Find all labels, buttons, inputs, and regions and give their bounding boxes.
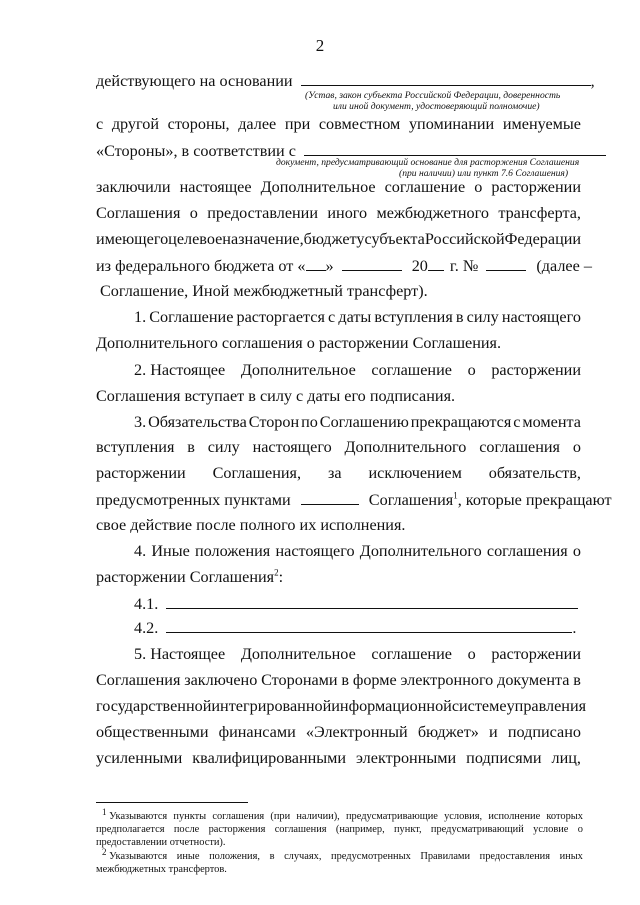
- word: упоминании: [408, 115, 495, 133]
- word: даты: [338, 308, 372, 326]
- word: о: [572, 438, 581, 456]
- p3-line-4: [96, 489, 612, 510]
- word: Федерации: [504, 230, 582, 248]
- word: о: [474, 178, 483, 196]
- word: соглашения: [486, 542, 568, 560]
- word: расторгается: [236, 308, 325, 326]
- word: расторжении: [491, 178, 581, 196]
- word: стороны,: [167, 115, 230, 133]
- caption-grounds-2: (при наличии) или пункт 7.6 Соглашения): [399, 168, 569, 179]
- grounds-blank: [304, 140, 606, 156]
- word: предполагается: [96, 824, 165, 835]
- word: настоящего: [252, 438, 332, 456]
- footnote-2-first: [96, 846, 168, 863]
- word: соглашение: [371, 361, 452, 379]
- word: 2. Настоящее: [134, 361, 226, 379]
- date-label: из федерального бюджета от «: [96, 257, 306, 275]
- word: Российской: [424, 230, 505, 248]
- word: общественными: [96, 723, 209, 741]
- quote-close: »: [325, 257, 334, 275]
- p3-line-3: [96, 463, 581, 483]
- line-agreement: [96, 203, 581, 223]
- word: настоящего: [275, 542, 355, 560]
- word: именуемые: [502, 115, 581, 133]
- word: расторжении: [491, 645, 581, 663]
- footnote-ref-1: 1: [453, 490, 458, 501]
- word: Дополнительное: [240, 645, 356, 663]
- word: исполнение: [488, 811, 541, 822]
- word: электронными: [356, 749, 457, 767]
- p4-line-1: [134, 541, 581, 561]
- word: электронного: [400, 671, 494, 689]
- word: совместном: [318, 115, 401, 133]
- caption-grounds-1: документ, предусматривающий основание для расторжения Соглашения: [276, 157, 580, 168]
- item-4-2-blank: [166, 617, 572, 633]
- word: исключением: [368, 464, 462, 482]
- word: Соглашение: [149, 308, 234, 326]
- p2-line-1: [134, 360, 581, 380]
- word: условия,: [444, 811, 483, 822]
- word: интегрированной: [211, 697, 332, 715]
- word: государственной: [96, 697, 212, 715]
- word: расторжении: [491, 361, 581, 379]
- clause-tail: , которые прекращают: [457, 491, 612, 509]
- word: после: [173, 824, 200, 835]
- word: бюджет»: [417, 723, 479, 741]
- word: управления: [506, 697, 587, 715]
- word: вступления: [374, 308, 453, 326]
- word: иного: [327, 204, 368, 222]
- item-4-2: [134, 617, 581, 638]
- year-prefix: 20: [411, 257, 428, 275]
- word: Соглашению: [319, 413, 409, 431]
- word: прекращаются: [410, 413, 512, 431]
- word: в: [455, 308, 464, 326]
- basis-blank: [301, 70, 591, 86]
- word: 5. Настоящее: [134, 645, 226, 663]
- word: соглашения: [212, 811, 265, 822]
- word: межбюджетного: [376, 204, 489, 222]
- line-purpose: [96, 229, 581, 249]
- p5-line-4: [96, 722, 581, 742]
- footnote-1-mark: 1: [102, 806, 107, 817]
- hereinafter: (далее –: [536, 257, 592, 275]
- word: которых: [546, 811, 583, 822]
- word: условие: [533, 824, 569, 835]
- word: «Электронный: [305, 723, 408, 741]
- word: документа: [497, 671, 570, 689]
- word: пункты: [173, 811, 207, 822]
- word: трансферта,: [498, 204, 581, 222]
- word: иных: [559, 851, 583, 862]
- word: по: [301, 413, 318, 431]
- word: соглашение: [371, 645, 452, 663]
- word: соглашения: [479, 438, 560, 456]
- footnote-1-first: [96, 806, 168, 823]
- word: Соглашения: [96, 671, 181, 689]
- word: квалифицированными: [192, 749, 347, 767]
- word: силу: [207, 438, 240, 456]
- word: имеющего: [96, 230, 169, 248]
- word: подписано: [507, 723, 581, 741]
- word: настоящее: [179, 178, 252, 196]
- basis-comma: ,: [590, 72, 595, 90]
- grounds-label: «Стороны», в соответствии с: [96, 142, 296, 160]
- footnote-divider: [96, 802, 248, 803]
- word: соглашения: [274, 824, 327, 835]
- word: случаях,: [284, 851, 322, 862]
- caption-basis-1: (Устав, закон субъекта Российской Федерации, доверенность: [305, 90, 561, 101]
- word: при: [284, 115, 311, 133]
- number-blank: [486, 255, 526, 271]
- item-4-2-number: 4.2.: [134, 619, 159, 637]
- word: в: [269, 851, 275, 862]
- word: предоставлении: [207, 204, 319, 222]
- word: о: [577, 824, 583, 835]
- word: системе: [451, 697, 507, 715]
- clauses-label: предусмотренных пунктами: [96, 491, 291, 509]
- word: Сторонами: [261, 671, 338, 689]
- word: иные: [176, 851, 200, 862]
- item-4-1-blank: [166, 593, 578, 609]
- word: с: [96, 115, 104, 133]
- word: финансами: [218, 723, 296, 741]
- caption-basis-2: или иной документ, удостоверяющий полномочие): [333, 101, 540, 112]
- termination-label: расторжении Соглашения: [96, 568, 275, 586]
- page-number: 2: [315, 36, 325, 55]
- month-blank: [342, 255, 402, 271]
- word: расторжении: [96, 464, 186, 482]
- word: форме: [352, 671, 397, 689]
- footnote-2-mark: 2: [102, 846, 107, 857]
- p3-line-5: свое действие после полного их исполнения.: [96, 516, 406, 534]
- p1-line-2: Дополнительного соглашения о расторжении Соглашения.: [96, 334, 502, 352]
- word: Сторон: [248, 413, 300, 431]
- word: о: [572, 542, 581, 560]
- agreement-word: Соглашения: [368, 491, 454, 509]
- word: назначение,: [222, 230, 304, 248]
- footnote-1-line-3: предоставлении отчетности).: [96, 837, 226, 848]
- word: наличии),: [296, 811, 340, 822]
- p1-line-1: [134, 307, 581, 327]
- word: вступления: [96, 438, 175, 456]
- word: Дополнительное: [240, 361, 356, 379]
- word: предусматривающие: [345, 811, 438, 822]
- word: предусматривающий: [430, 824, 524, 835]
- p2-line-2: Соглашения вступает в силу с даты его подписания.: [96, 387, 456, 405]
- line-definition: Соглашение, Иной межбюджетный трансферт).: [100, 282, 428, 300]
- item-4-1: [134, 593, 581, 614]
- item-4-1-number: 4.1.: [134, 595, 159, 613]
- basis-label: действующего на основании: [96, 72, 293, 90]
- word: Правилами: [420, 851, 471, 862]
- word: (при: [270, 811, 291, 822]
- word: в: [341, 671, 350, 689]
- p3-line-2: [96, 437, 581, 457]
- colon: :: [278, 568, 284, 586]
- word: Соглашения: [96, 204, 181, 222]
- word: с: [513, 413, 521, 431]
- p5-line-5: [96, 748, 581, 768]
- word: Указываются: [109, 811, 168, 822]
- footnote-2-line-1: [96, 846, 583, 863]
- word: заключили: [96, 178, 171, 196]
- footnote-1-line-2: [96, 823, 583, 836]
- word: субъекта: [364, 230, 425, 248]
- line-concluded: [96, 177, 581, 197]
- p5-line-2: [96, 670, 581, 690]
- word: в: [187, 438, 195, 456]
- word: и: [489, 723, 498, 741]
- word: целевое: [168, 230, 223, 248]
- p3-line-1: [134, 412, 581, 432]
- word: заключено: [184, 671, 258, 689]
- word: предоставления: [479, 851, 550, 862]
- word: силу: [466, 308, 499, 326]
- word: положения,: [209, 851, 260, 862]
- word: положения: [195, 542, 271, 560]
- number-label: г. №: [449, 257, 479, 275]
- word: о: [189, 204, 198, 222]
- word: Соглашения,: [212, 464, 302, 482]
- word: далее: [238, 115, 277, 133]
- footnote-2-line-2: межбюджетных трансфертов.: [96, 864, 227, 875]
- word: усиленными: [96, 749, 183, 767]
- word: Обязательства: [148, 413, 247, 431]
- word: другой: [111, 115, 160, 133]
- word: подписями: [466, 749, 542, 767]
- word: Дополнительного: [359, 542, 482, 560]
- word: 3.: [134, 413, 147, 431]
- line-basis: [96, 70, 595, 91]
- word: информационной: [331, 697, 452, 715]
- word: момента: [522, 413, 581, 431]
- word: настоящего: [501, 308, 581, 326]
- word: 1.: [134, 308, 147, 326]
- word: за: [327, 464, 342, 482]
- word: (например,: [335, 824, 385, 835]
- word: в: [573, 671, 581, 689]
- word: бюджету: [303, 230, 365, 248]
- footnote-1-line-1: [96, 806, 583, 823]
- line-parties: [96, 114, 581, 134]
- word: предусмотренных: [331, 851, 411, 862]
- word: расторжения: [208, 824, 266, 835]
- word: соглашение: [384, 178, 466, 196]
- word: обязательств,: [488, 464, 581, 482]
- word: с: [328, 308, 336, 326]
- word: 4.: [134, 542, 147, 560]
- line-date: [96, 255, 592, 276]
- word: пункт,: [394, 824, 422, 835]
- word: Дополнительного: [344, 438, 467, 456]
- p5-line-3: [96, 696, 587, 716]
- footnote-ref-2: 2: [274, 567, 279, 578]
- item-4-2-period: .: [572, 619, 577, 637]
- word: о: [467, 645, 476, 663]
- word: лиц,: [551, 749, 581, 767]
- p5-line-1: [134, 644, 581, 664]
- word: Указываются: [109, 851, 168, 862]
- word: Иные: [151, 542, 190, 560]
- year-blank: [428, 255, 444, 271]
- p4-line-2: [96, 567, 581, 587]
- word: о: [467, 361, 476, 379]
- day-blank: [306, 255, 326, 271]
- word: Дополнительное: [260, 178, 376, 196]
- clauses-blank: [301, 489, 359, 505]
